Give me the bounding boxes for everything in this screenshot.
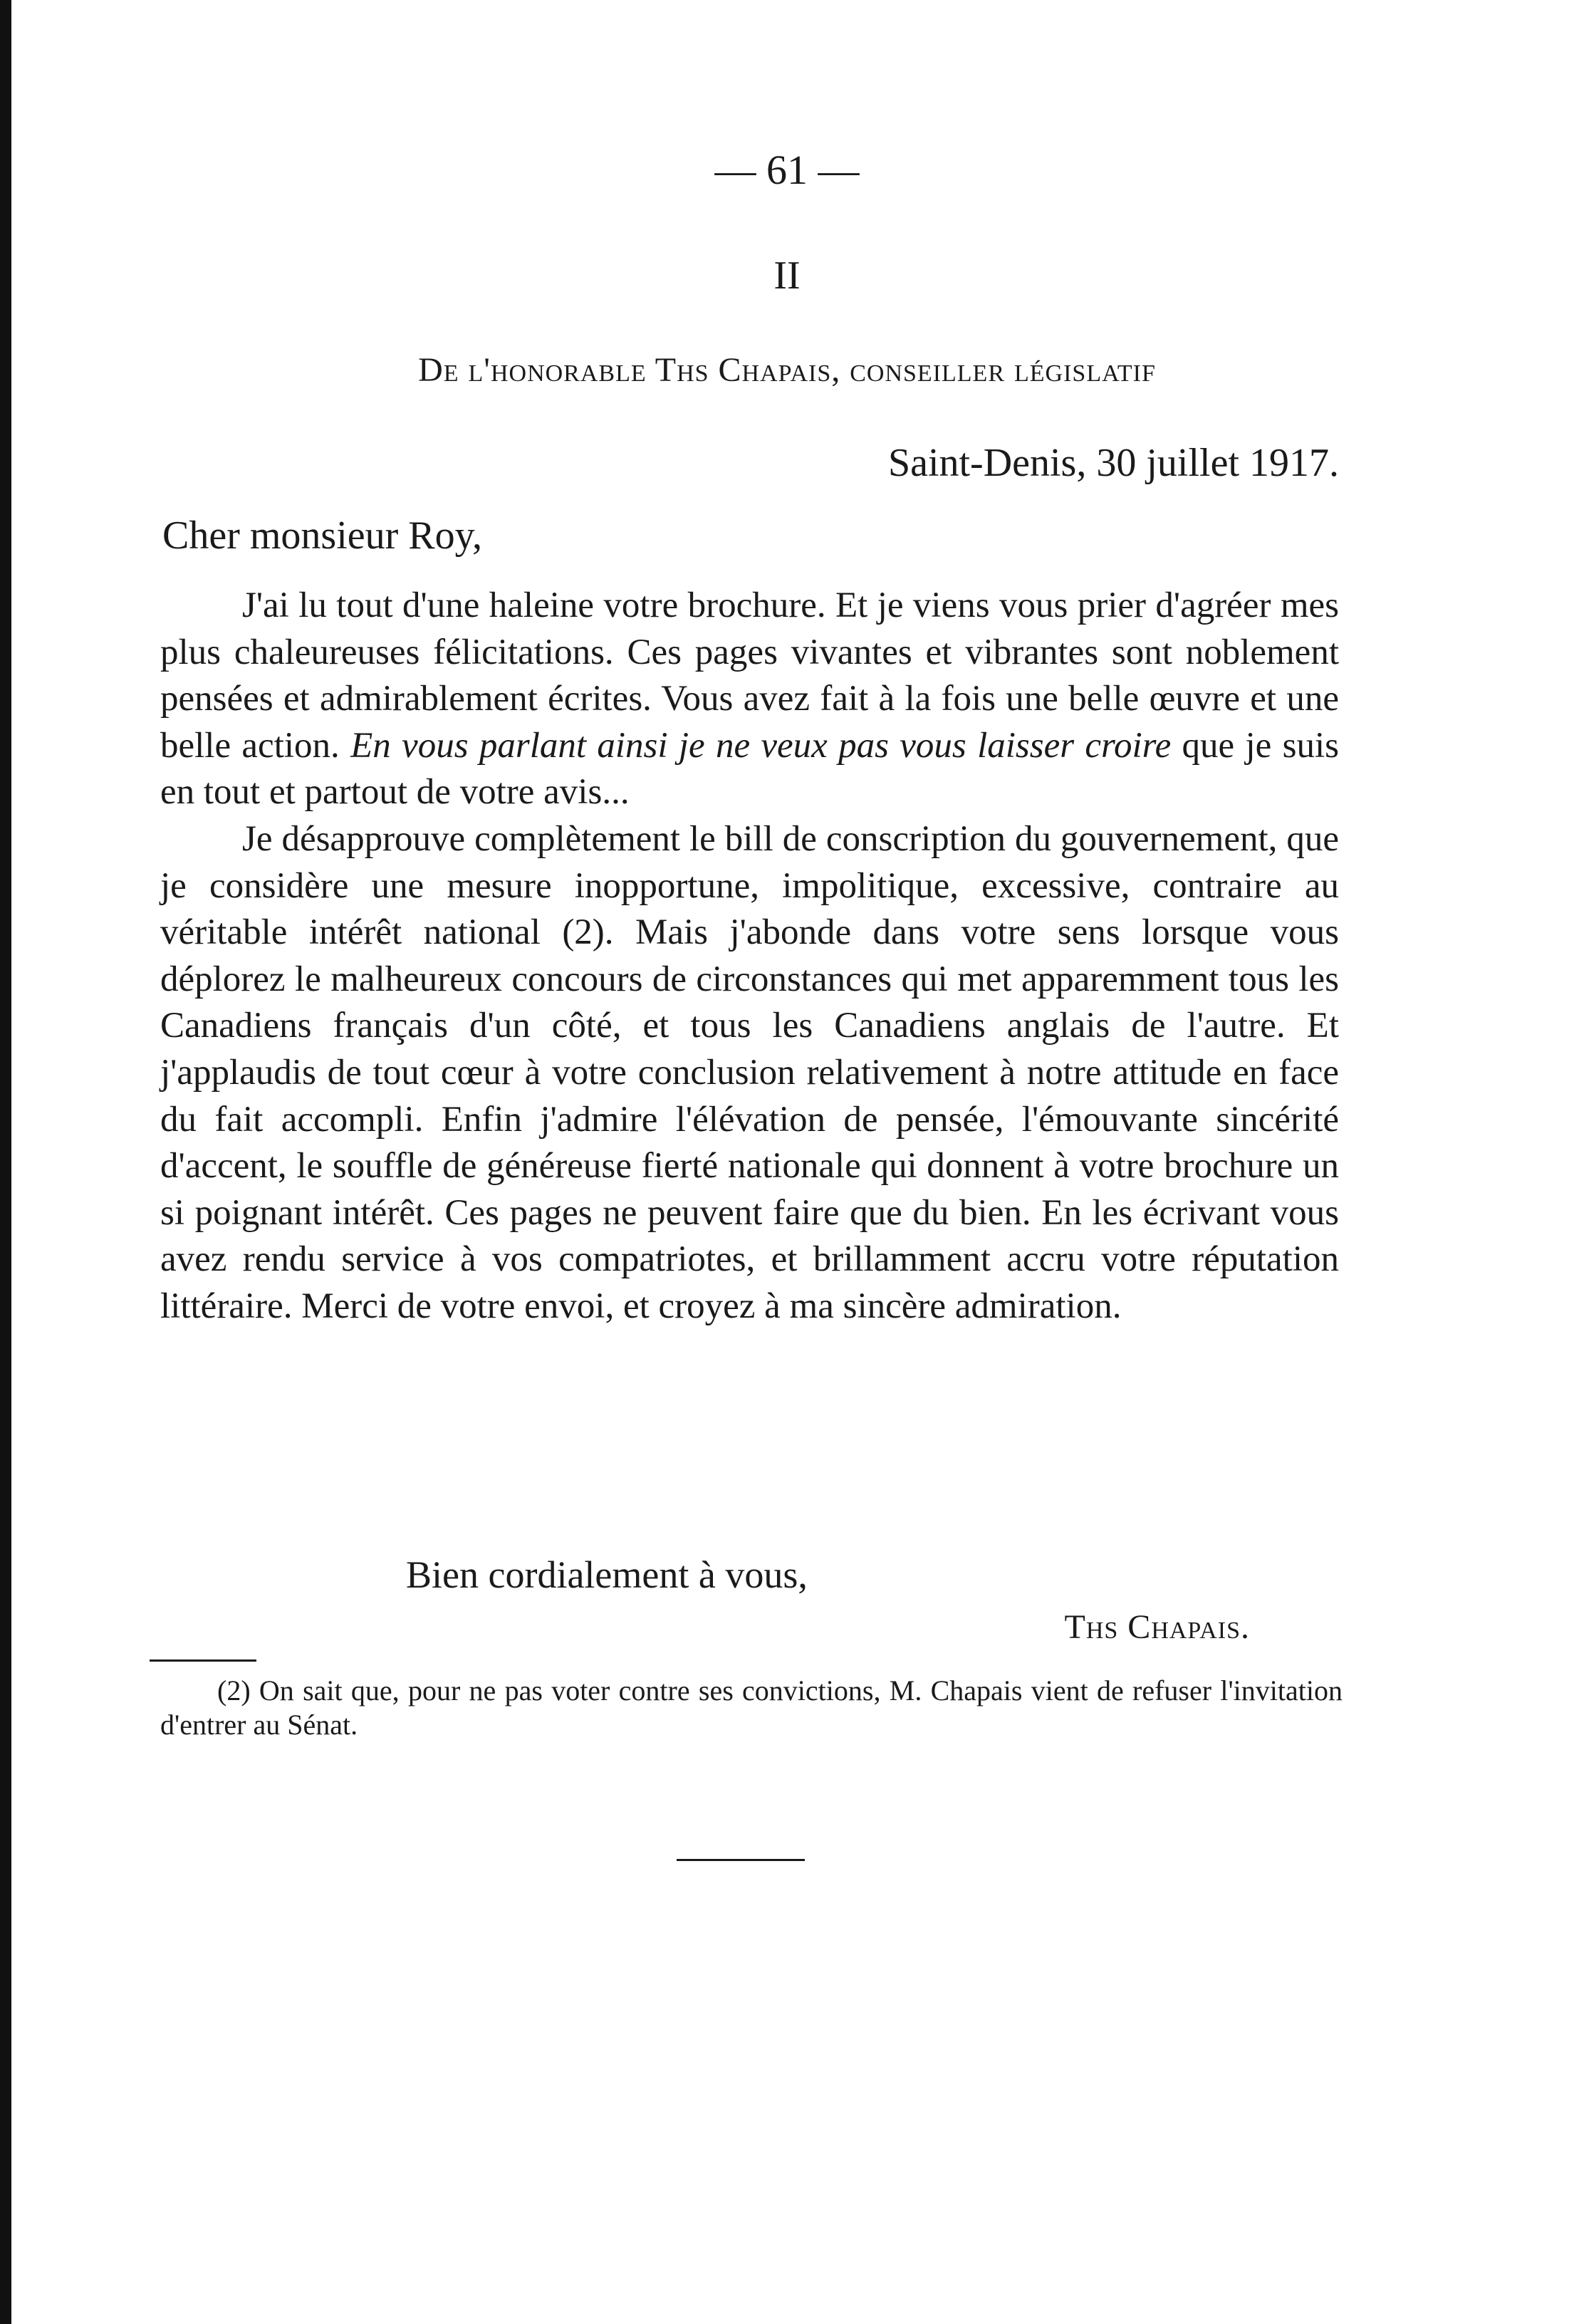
paragraph-1-start: J'ai lu tout d'une haleine votre brochure. Et je viens vous prier d'agréer mes plus chaleureuses félicitations. Ces pages vivantes et vibrantes sont noblement pensées et admirablement écrites. Vous avez fait à la fois une belle œuvre et une belle action. [160,585,1339,766]
place-date: Saint-Denis, 30 juillet 1917. [887,441,1339,485]
page-number: — 61 — [714,147,860,193]
signature: Ths Chapais. [1064,1608,1250,1646]
letter-heading: De l'honorable Ths Chapais, conseiller législatif [418,351,1156,389]
footnote-text: (2) On sait que, pour ne pas voter contre ses convictions, M. Chapais vient de refuser l'invitation d'entrer au Sénat. [160,1674,1343,1741]
paragraph-2: Je désapprouve complètement le bill de conscription du gouvernement, que je considère une mesure inopportune, impolitique, excessive, contraire au véritable intérêt national (2). Mais j'abonde dans votre sens lorsque vous déplorez le malheureux concours de circonstances qui met apparemment tous les Canadiens français d'un côté, et tous les Canadiens anglais de l'autre. Et j'applaudis de tout cœur à votre conclusion relativement à notre attitude en face du fait accompli. Enfin j'admire l'élévation de pensée, l'émouvante sincérité d'accent, le souffle de généreuse fierté nationale qui donnent à votre brochure un si poignant intérêt. Ces pages ne peuvent faire que du bien. En les écrivant vous avez rendu service à vos compatriotes, et brillamment accru votre réputation littéraire. Merci de votre envoi, et croyez à ma sincère admiration. [160,818,1339,1326]
paragraph-1-end: que je suis en tout et partout de votre avis... [160,725,1339,813]
letter-body [160,583,1339,1330]
paragraph-1 [160,583,1339,816]
closing: Bien cordialement à vous, [406,1553,808,1596]
salutation: Cher monsieur Roy, [162,514,482,558]
paragraph-1-italic: En vous parlant ainsi je ne veux pas vous laisser croire [350,725,1172,766]
section-number: II [773,254,801,298]
footnote [160,1674,1343,1742]
footnote-rule [150,1659,256,1662]
scan-edge [0,0,11,2324]
end-rule [677,1859,805,1861]
